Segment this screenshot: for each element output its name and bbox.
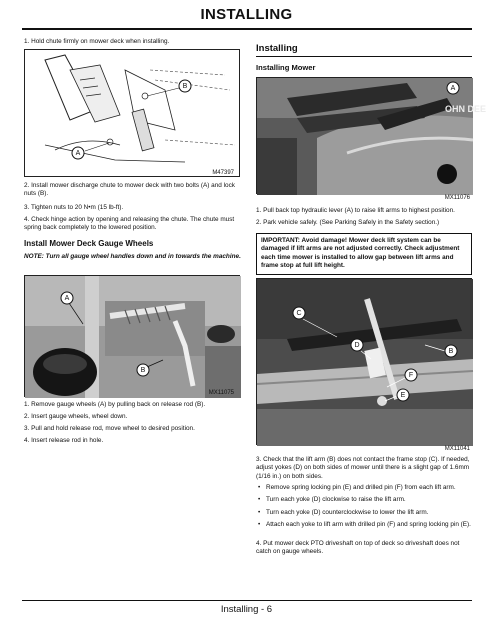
bullet-turn-counterclockwise: • Turn each yoke (D) counterclockwise to lower the lift arm.: [266, 509, 482, 517]
section-rule: [256, 56, 472, 57]
gauge-step-1: 1. Remove gauge wheels (A) by pulling back on release rod (B).: [24, 401, 206, 408]
adjustment-bullets: [256, 484, 482, 534]
svg-text:A: A: [64, 294, 70, 302]
chute-figure: [24, 49, 240, 177]
important-notice: IMPORTANT: Avoid damage! Mower deck lift system can be damaged if lift arms are not adjusted correctly. Check adjustment each time mower is installed to allow gap between lift arms and frame stop at full lift height.: [256, 233, 472, 275]
svg-text:F: F: [408, 371, 414, 379]
callout-b: [445, 345, 457, 357]
svg-text:A: A: [75, 149, 81, 157]
svg-text:C: C: [296, 309, 302, 317]
figure-label-mx11076: MX11076: [444, 195, 470, 201]
callout-b: [137, 364, 149, 376]
callout-a: [61, 292, 73, 304]
chute-step-3: 3. Tighten nuts to 20 N•m (15 lb-ft).: [24, 204, 124, 211]
gauge-wheels-note: NOTE: Turn all gauge wheel handles down and in towards the machine.: [24, 253, 241, 260]
callout-d: [351, 339, 363, 351]
page-footer: Installing - 6: [220, 604, 273, 615]
gauge-wheel-photo: [24, 275, 240, 397]
svg-text:D: D: [354, 341, 360, 349]
bullet-attach-yoke: • Attach each yoke to lift arm with drilled pin (F) and spring locking pin (E).: [266, 521, 482, 529]
section-heading-installing: Installing: [256, 43, 298, 54]
mower-step-2: 2. Park vehicle safely. (See Parking Safely in the Safety section.): [256, 219, 440, 226]
installing-mower-heading: Installing Mower: [256, 63, 316, 72]
svg-text:E: E: [400, 391, 406, 399]
callout-c: [293, 307, 305, 319]
svg-text:B: B: [140, 366, 146, 374]
gauge-wheel-illustration: [25, 276, 241, 398]
figure-label-mx11041: MX11041: [444, 446, 470, 452]
svg-text:B: B: [448, 347, 454, 355]
bullet-turn-clockwise: • Turn each yoke (D) clockwise to raise the lift arm.: [266, 496, 482, 504]
svg-text:B: B: [182, 82, 188, 90]
brand-lettering: OHN DEE: [445, 104, 487, 114]
svg-text:A: A: [450, 84, 456, 92]
gauge-step-2: 2. Insert gauge wheels, wheel down.: [24, 413, 128, 420]
hydraulic-lever-illustration: [257, 78, 487, 195]
chute-step-2: 2. Install mower discharge chute to mower deck with two bolts (A) and lock nuts (B).: [24, 182, 235, 198]
gauge-step-4: 4. Insert release rod in hole.: [24, 437, 104, 444]
driveshaft-step-4: 4. Put mower deck PTO driveshaft on top of deck so driveshaft does not catch on gauge wheels.: [256, 540, 460, 556]
gauge-step-3: 3. Pull and hold release rod, move wheel to desired position.: [24, 425, 195, 432]
footer-rule: [22, 600, 472, 601]
callout-e: [397, 389, 409, 401]
callout-b: [179, 80, 191, 92]
chute-line-drawing: [25, 50, 241, 178]
lift-arm-illustration: [257, 279, 473, 446]
title-rule: [22, 28, 472, 30]
lift-arm-step-3: 3. Check that the lift arm (B) does not contact the frame stop (C). If needed, adjust yokes (D) on both sides of mower until there is a slight gap of 1.6mm (1/16 in.) on both sides.: [256, 456, 470, 480]
mower-step-1: 1. Pull back top hydraulic lever (A) to raise lift arms to highest position.: [256, 207, 455, 214]
callout-a: [447, 82, 459, 94]
callout-f: [405, 369, 417, 381]
figure-label-m47397: M47397: [212, 170, 234, 176]
hydraulic-lever-photo: [256, 77, 487, 194]
gauge-wheels-heading: Install Mower Deck Gauge Wheels: [24, 239, 154, 248]
chute-step-4: 4. Check hinge action by opening and releasing the chute. The chute must spring back completely to the lowered position.: [24, 216, 235, 232]
figure-label-mx11075: MX11075: [208, 390, 234, 396]
chute-step-1: 1. Hold chute firmly on mower deck when installing.: [24, 38, 170, 45]
page-title: INSTALLING: [200, 6, 293, 23]
lift-arm-photo: [256, 278, 472, 445]
callout-a: [72, 147, 84, 159]
bullet-remove-pins: • Remove spring locking pin (E) and drilled pin (F) from each lift arm.: [266, 484, 482, 492]
